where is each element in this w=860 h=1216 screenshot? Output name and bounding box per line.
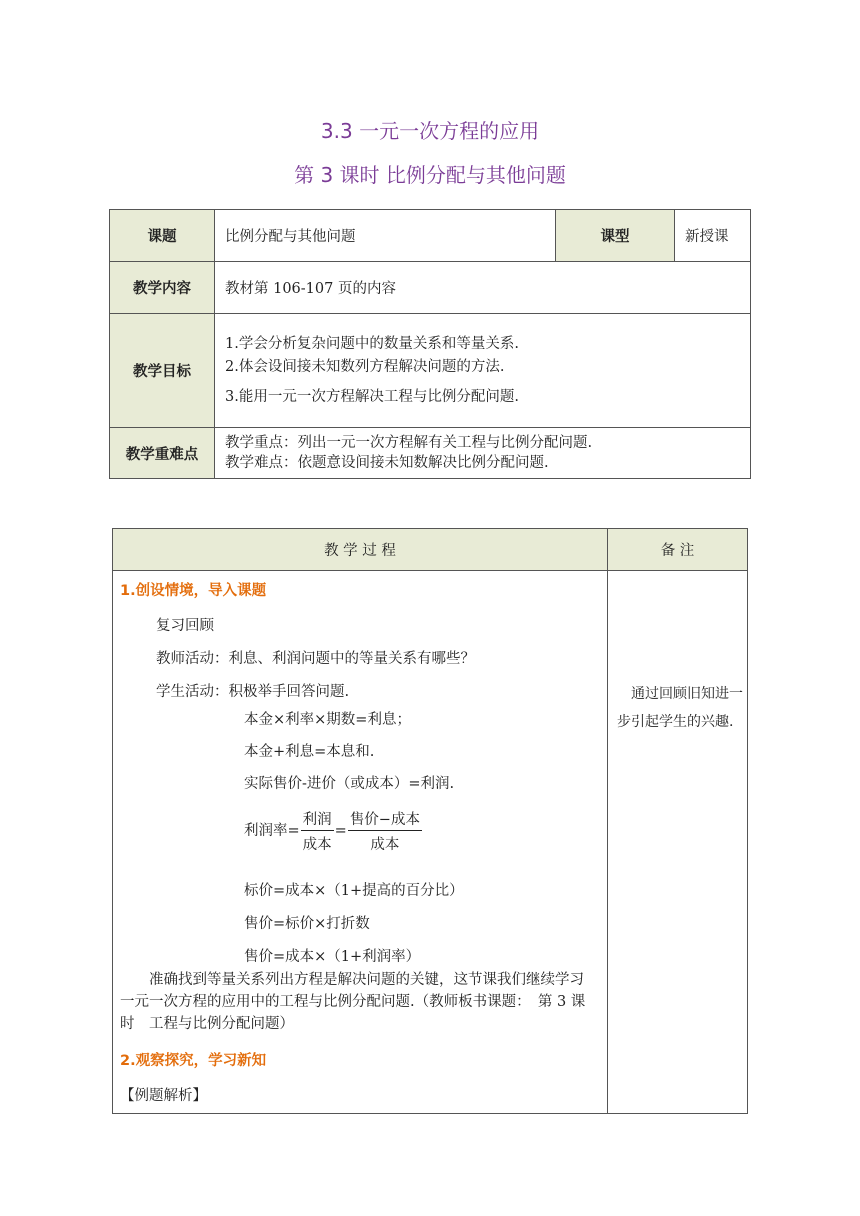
student-activity: 学生活动：积极举手回答问题. [156, 684, 350, 700]
goal-item: 1.学会分析复杂问题中的数量关系和等量关系. [225, 335, 519, 352]
content-label: 教学内容 [110, 262, 215, 314]
lesson-title: 3.3 一元一次方程的应用 [320, 119, 540, 143]
formula-principal-interest: 本金+利息=本息和. [244, 744, 375, 760]
process-header: 教 学 过 程 [113, 529, 608, 571]
goal-item: 2.体会设间接未知数列方程解决问题的方法. [225, 358, 505, 375]
goals-cell [215, 314, 751, 428]
example-heading: 【例题解析】 [120, 1088, 207, 1104]
equals-sign: = [334, 823, 347, 839]
topic-value: 比例分配与其他问题 [215, 210, 556, 262]
fraction-1-denominator: 成本 [302, 837, 332, 853]
teaching-process-table [112, 528, 748, 1114]
intro-paragraph: 准确找到等量关系列出方程是解决问题的关键，这节课我们继续学习一元一次方程的应用中的工程与比例分配问题.（教师板书课题： 第 3 课时 工程与比例分配问题） [120, 972, 586, 1032]
section-2-heading: 2.观察探究，学习新知 [120, 1053, 267, 1069]
process-cell [113, 571, 608, 1114]
remark-text: 通过回顾旧知进一步引起学生的兴趣. [617, 686, 743, 730]
fraction-2-numerator: 售价−成本 [348, 808, 422, 831]
note-header: 备 注 [608, 529, 748, 571]
section-1-heading: 1.创设情境，导入课题 [120, 583, 267, 599]
type-value: 新授课 [675, 210, 751, 262]
topic-label: 课题 [110, 210, 215, 262]
profit-rate-lhs: 利润率= [244, 823, 300, 839]
difficulty-label: 教学重难点 [110, 428, 215, 479]
key-point: 教学重点：列出一元一次方程解有关工程与比例分配问题. [225, 435, 593, 451]
difficult-point: 教学难点：依题意设间接未知数解决比例分配问题. [225, 455, 549, 471]
type-label: 课型 [556, 210, 675, 262]
formula-selling-price: 售价=成本×（1+利润率） [244, 949, 421, 965]
goal-item: 3.能用一元一次方程解决工程与比例分配问题. [225, 388, 519, 405]
teacher-activity: 教师活动：利息、利润问题中的等量关系有哪些？ [156, 651, 475, 667]
goals-label: 教学目标 [110, 314, 215, 428]
formula-profit: 实际售价-进价（或成本）=利润. [244, 776, 455, 792]
fraction-2 [348, 808, 422, 854]
review-label: 复习回顾 [156, 618, 214, 634]
content-value: 教材第 106-107 页的内容 [215, 262, 751, 314]
difficulty-cell [215, 428, 751, 479]
fraction-1-numerator: 利润 [301, 808, 334, 831]
fraction-2-denominator: 成本 [370, 837, 400, 853]
fraction-1 [301, 808, 334, 854]
lesson-subtitle: 第 3 课时 比例分配与其他问题 [294, 163, 566, 187]
lesson-info-table [109, 209, 751, 479]
formula-interest: 本金×利率×期数=利息； [244, 712, 411, 728]
note-cell [608, 571, 748, 1114]
formula-marked-price: 标价=成本×（1+提高的百分比） [244, 883, 464, 899]
formula-discount: 售价=标价×打折数 [244, 916, 370, 932]
formula-profit-rate [244, 808, 423, 854]
